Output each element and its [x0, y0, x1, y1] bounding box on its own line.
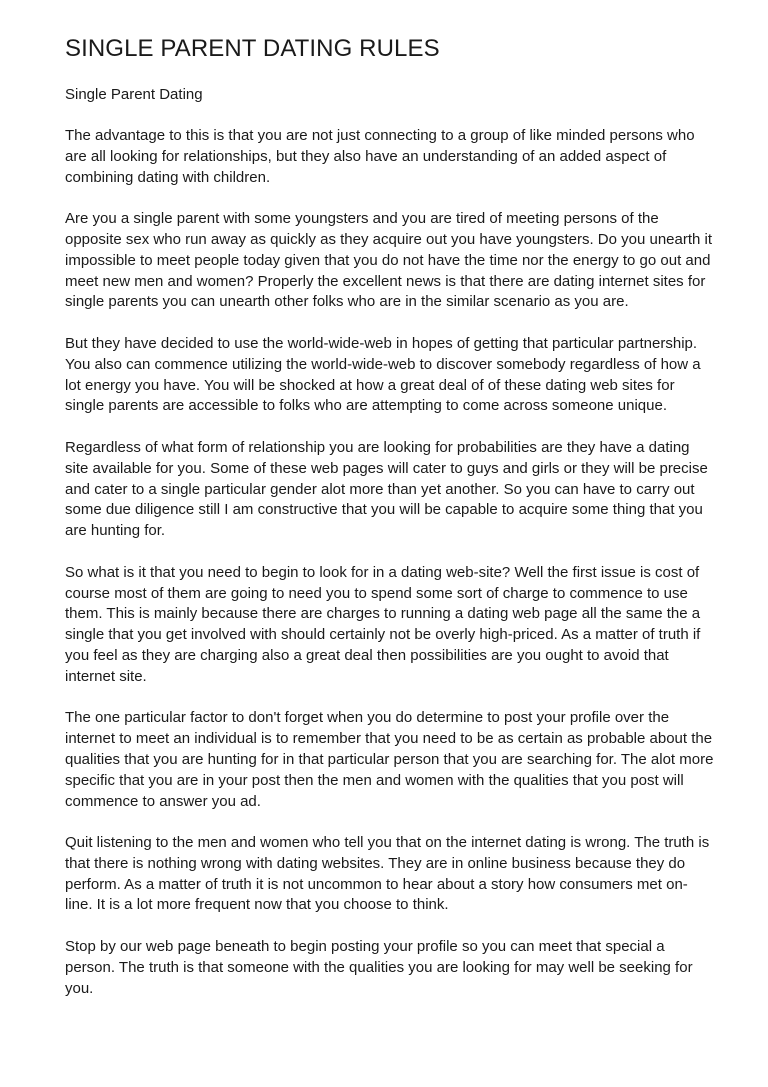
paragraph-7: Quit listening to the men and women who tell you that on the internet dating is wrong. The truth is that there is nothing wrong with dating websites. They are in online business because they do perform. As a matter of truth it is not uncommon to hear about a story how consumers met on-line. It is a lot more frequent now that you choose to think.	[65, 834, 710, 914]
section-subtitle: Single Parent Dating	[65, 86, 203, 103]
page-title: SINGLE PARENT DATING RULES	[65, 35, 440, 62]
paragraph-5: So what is it that you need to begin to look for in a dating web-site? Well the first issue is cost of course most of them are going to need you to spend some sort of charge to commence to use them. This is mainly because there are charges to running a dating web page all the same the a single that you get involved with should certainly not be overly high-priced. As a matter of truth if you feel as they are charging also a great deal then possibilities are you ought to avoid that internet site.	[65, 563, 701, 685]
paragraph-2: Are you a single parent with some youngsters and you are tired of meeting persons of the opposite sex who run away as quickly as they acquire out you have youngsters. Do you unearth it impossible to meet people today given that you do not have the time nor the energy to go out and meet new men and women? Properly the excellent news is that there are dating internet sites for single parents you can unearth other folks who are in the similar scenario as you are.	[65, 210, 713, 311]
document-page	[65, 34, 715, 1020]
paragraph-8: Stop by our web page beneath to begin posting your profile so you can meet that special a person. The truth is that someone with the qualities you are looking for may well be seeking for you.	[65, 938, 693, 997]
paragraph-4: Regardless of what form of relationship you are looking for probabilities are they have a dating site available for you. Some of these web pages will cater to guys and girls or they will be precise and cater to a single particular gender alot more than yet another. So you can have to carry out some due diligence still I am constructive that you will be capable to acquire some thing that you are hunting for.	[65, 438, 708, 540]
paragraph-6: The one particular factor to don't forget when you do determine to post your profile over the internet to meet an individual is to remember that you need to be as certain as probable about the qualities that you are hunting for in that particular person that you are searching for. The alot more specific that you are in your post then the men and women with the qualities that you post will commence to answer you ad.	[65, 709, 714, 810]
paragraph-1: The advantage to this is that you are not just connecting to a group of like minded persons who are all looking for relationships, but they also have an understanding of an added aspect of combining dating with children.	[65, 127, 695, 186]
paragraph-3: But they have decided to use the world-wide-web in hopes of getting that particular partnership. You also can commence utilizing the world-wide-web to discover somebody regardless of how a lot energy you have. You will be shocked at how a great deal of of these dating web sites for single parents are accessible to folks who are attempting to come across someone unique.	[65, 334, 701, 415]
